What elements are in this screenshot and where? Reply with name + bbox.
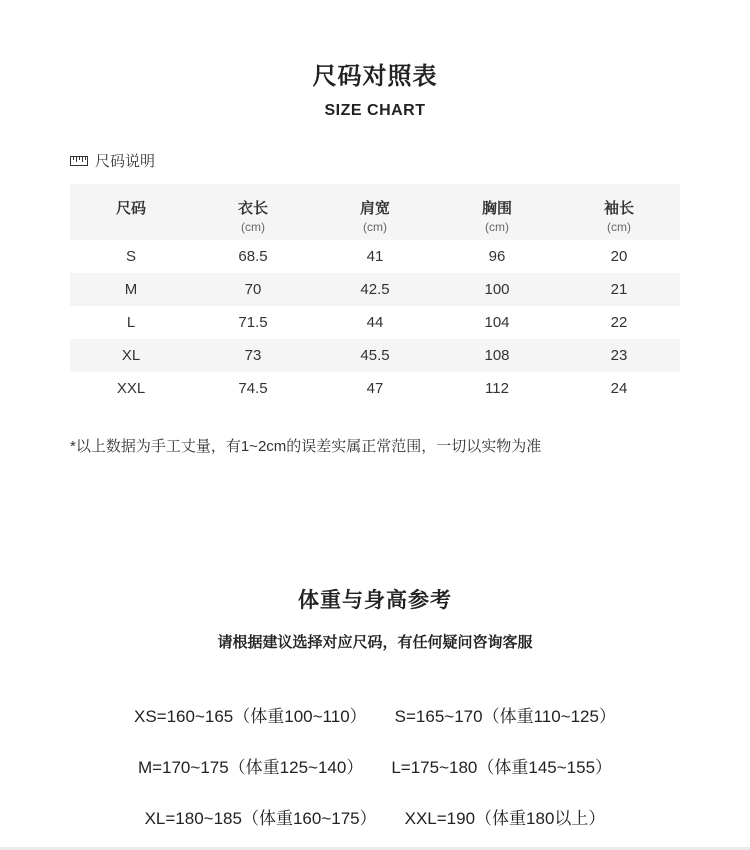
column-header-label: 胸围: [481, 199, 512, 217]
column-header-chest: [436, 184, 558, 240]
column-header-sleeve: [558, 184, 680, 240]
reference-line: [0, 753, 750, 778]
table-cell: L: [126, 314, 136, 331]
column-header-unit: (cm): [485, 219, 509, 234]
measurement-note: *以上数据为手工丈量，有1~2cm的误差实属正常范围，一切以实物为准: [70, 438, 542, 455]
table-cell: 22: [610, 314, 628, 331]
reference-item: S=165~170（体重110~125）: [394, 707, 616, 726]
table-cell: 96: [488, 248, 506, 265]
reference-subtitle: 请根据建议选择对应尺码，有任何疑问咨询客服: [217, 634, 533, 651]
table-cell: 42.5: [360, 281, 390, 298]
size-description-label-text: 尺码说明: [95, 153, 156, 170]
table-cell: 41: [366, 248, 384, 265]
table-row-m: [70, 273, 680, 306]
table-cell: M: [124, 281, 138, 298]
column-header-label: 袖长: [603, 199, 634, 217]
table-cell: XXL: [116, 380, 146, 397]
reference-item: XS=160~165（体重100~110）: [134, 707, 367, 726]
column-header-unit: (cm): [363, 219, 387, 234]
page-title: 尺码对照表: [312, 63, 438, 90]
table-cell: 23: [610, 347, 628, 364]
table-cell: 68.5: [238, 248, 268, 265]
table-row-xxl: [70, 372, 680, 405]
column-header-label: 衣长: [237, 199, 268, 217]
table-cell: 20: [610, 248, 628, 265]
reference-item: M=170~175（体重125~140）: [137, 758, 364, 777]
table-cell: 100: [484, 281, 510, 298]
column-header-size: [70, 184, 192, 240]
table-row-xl: [70, 339, 680, 372]
column-header-unit: [70, 220, 192, 234]
column-header-unit: (cm): [607, 219, 631, 234]
reference-item: XXL=190（体重180以上）: [404, 809, 606, 828]
size-table: [70, 184, 680, 405]
reference-line: [0, 702, 750, 727]
table-cell: XL: [121, 347, 141, 364]
column-header-length: [192, 184, 314, 240]
table-cell: 47: [366, 380, 384, 397]
table-cell: 21: [610, 281, 628, 298]
reference-title: 体重与身高参考: [298, 589, 452, 612]
table-cell: S: [125, 248, 136, 265]
table-cell: 74.5: [238, 380, 268, 397]
page-subtitle: SIZE CHART: [324, 102, 426, 119]
table-cell: 71.5: [238, 314, 268, 331]
table-cell: 108: [484, 347, 510, 364]
table-cell: 24: [610, 380, 628, 397]
reference-line: [0, 804, 750, 829]
table-cell: 112: [485, 380, 509, 397]
column-header-shoulder: [314, 184, 436, 240]
table-row-l: [70, 306, 680, 339]
size-description-label: [70, 150, 750, 171]
table-cell: 73: [244, 347, 262, 364]
table-row-s: [70, 240, 680, 273]
reference-item: L=175~180（体重145~155）: [391, 758, 613, 777]
column-header-label: 肩宽: [359, 199, 390, 217]
column-header-unit: (cm): [241, 219, 265, 234]
table-cell: 44: [366, 314, 384, 331]
reference-item: XL=180~185（体重160~175）: [144, 809, 377, 828]
size-table-header-row: [70, 184, 680, 240]
table-cell: 45.5: [360, 347, 390, 364]
table-cell: 104: [484, 314, 510, 331]
ruler-icon: [70, 155, 88, 167]
column-header-label: 尺码: [115, 199, 146, 217]
reference-lines: [0, 702, 750, 829]
table-cell: 70: [244, 281, 262, 298]
